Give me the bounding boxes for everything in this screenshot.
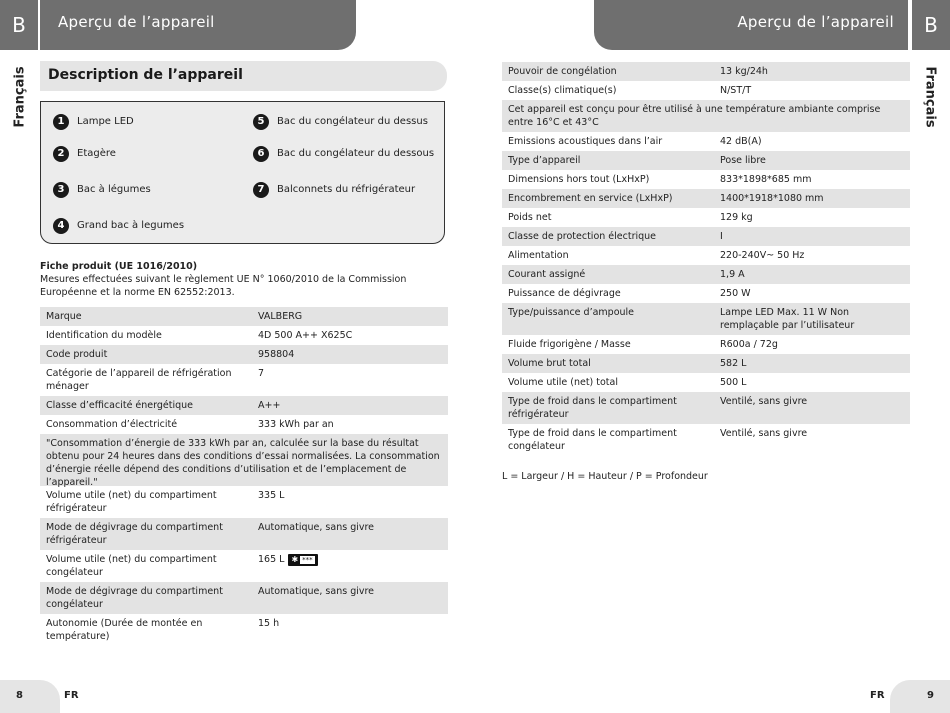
- spec-label: Type d’appareil: [508, 155, 581, 166]
- section-letter-tab: B: [0, 0, 38, 50]
- spec-value: 7: [258, 368, 265, 379]
- spec-label: Courant assigné: [508, 269, 586, 280]
- spec-value: 1400*1918*1080 mm: [720, 193, 824, 204]
- table-note: Cet appareil est conçu pour être utilisé à une température ambiante comprise entre 16°C et 43°C: [508, 104, 881, 128]
- header-title: Aperçu de l’appareil: [58, 13, 215, 31]
- table-row: [502, 303, 910, 335]
- section-title-bar: [40, 61, 447, 91]
- number-badge: 3: [53, 182, 69, 198]
- number-badge: 4: [53, 218, 69, 234]
- spec-value: 582 L: [720, 358, 747, 369]
- number-badge: 2: [53, 146, 69, 162]
- spec-label: Volume utile (net) du compartiment réfrigérateur: [46, 490, 217, 514]
- table-row: [40, 345, 448, 364]
- spec-label: Dimensions hors tout (LxHxP): [508, 174, 650, 185]
- spec-value: Pose libre: [720, 155, 766, 166]
- spec-label: Puissance de dégivrage: [508, 288, 621, 299]
- spec-label: Consommation d’électricité: [46, 419, 178, 430]
- page-number-right: 9: [890, 680, 950, 713]
- spec-label: Type de froid dans le compartiment réfrigérateur: [508, 396, 677, 420]
- number-badge: 5: [253, 114, 269, 130]
- spec-value: 42 dB(A): [720, 136, 762, 147]
- spec-label: Alimentation: [508, 250, 569, 261]
- spec-label: Catégorie de l’appareil de réfrigération ménager: [46, 368, 232, 392]
- table-row: [40, 550, 448, 582]
- spec-label: Volume utile (net) total: [508, 377, 618, 388]
- spec-value: 4D 500 A++ X625C: [258, 330, 353, 341]
- spec-value: 220-240V~ 50 Hz: [720, 250, 805, 261]
- table-row: [502, 189, 910, 208]
- fiche-title: Fiche produit (UE 1016/2010): [40, 261, 198, 272]
- spec-label: Type/puissance d’ampoule: [508, 307, 635, 318]
- spec-value: 958804: [258, 349, 295, 360]
- spec-label: Volume utile (net) du compartiment congélateur: [46, 554, 217, 578]
- table-row: [502, 132, 910, 151]
- spec-value: VALBERG: [258, 311, 303, 322]
- spec-label: Volume brut total: [508, 358, 591, 369]
- spec-value: Ventilé, sans givre: [720, 396, 808, 407]
- spec-value: 129 kg: [720, 212, 753, 223]
- spec-label: Identification du modèle: [46, 330, 162, 341]
- dimension-legend: L = Largeur / H = Hauteur / P = Profondeur: [502, 471, 708, 482]
- spec-value: 15 h: [258, 618, 280, 629]
- table-row: [502, 265, 910, 284]
- table-row: [40, 307, 448, 326]
- spec-label: Code produit: [46, 349, 108, 360]
- table-row: [40, 415, 448, 434]
- spec-value: 335 L: [258, 490, 285, 501]
- table-row: [502, 335, 910, 354]
- spec-value: Ventilé, sans givre: [720, 428, 808, 439]
- section-title: Description de l’appareil: [48, 67, 243, 83]
- components-box: 1 Lampe LED 2 Etagère 3 Bac à légumes 4 Grand bac à legumes 5 Bac du congélateur du dessus 6 Bac du congélateur du dessous 7 Balconnets du réfrigérateur: [40, 101, 445, 244]
- spec-label: Marque: [46, 311, 82, 322]
- table-row: [40, 518, 448, 550]
- number-badge: 7: [253, 182, 269, 198]
- spec-label: Autonomie (Durée de montée en température): [46, 618, 203, 642]
- side-language-label: Français: [922, 66, 938, 128]
- spec-value: 165 L ✱ ***: [258, 553, 443, 566]
- page-number-left: 8: [0, 680, 60, 713]
- spec-value: A++: [258, 400, 281, 411]
- spec-label: Classe(s) climatique(s): [508, 85, 617, 96]
- table-note: "Consommation d’énergie de 333 kWh par an, calculée sur la base du résultat obtenu pour 24 heures dans des conditions d’essai normalisées. La consommation d’énergie réelle dépend des conditions d’utilisation et de l’emplacement de l’appareil.": [46, 438, 440, 488]
- page-header-right: [594, 0, 908, 50]
- fiche-text: Mesures effectuées suivant le règlement UE N° 1060/2010 de la Commission Européenne et la norme EN 62552:2013.: [40, 274, 407, 298]
- table-row: [502, 246, 910, 265]
- table-row: [502, 227, 910, 246]
- number-badge: 1: [53, 114, 69, 130]
- footer-lang-right: FR: [870, 690, 885, 701]
- spec-value: Lampe LED Max. 11 W Non remplaçable par l’utilisateur: [720, 307, 855, 331]
- table-row: [502, 424, 910, 456]
- spec-value: 333 kWh par an: [258, 419, 334, 430]
- spec-value: 13 kg/24h: [720, 66, 768, 77]
- freezer-star-rating-icon: ✱ ***: [288, 554, 317, 566]
- section-letter-tab: B: [912, 0, 950, 50]
- table-row: [40, 486, 448, 518]
- spec-value: Automatique, sans givre: [258, 586, 375, 597]
- table-row: [40, 326, 448, 345]
- header-title: Aperçu de l’appareil: [737, 13, 894, 31]
- spec-value: R600a / 72g: [720, 339, 778, 350]
- table-row: [502, 170, 910, 189]
- page-header-left: [40, 0, 356, 50]
- table-row: [502, 284, 910, 303]
- number-badge: 6: [253, 146, 269, 162]
- spec-value: 833*1898*685 mm: [720, 174, 812, 185]
- spec-label: Mode de dégivrage du compartiment réfrigérateur: [46, 522, 223, 546]
- spec-table-right: [502, 62, 910, 456]
- spec-value: N/ST/T: [720, 85, 752, 96]
- table-row: [40, 434, 448, 486]
- spec-table-left: [40, 307, 448, 646]
- table-row: [40, 614, 448, 646]
- spec-value: 500 L: [720, 377, 747, 388]
- table-row: [40, 396, 448, 415]
- spec-label: Classe de protection électrique: [508, 231, 657, 242]
- spec-value: 250 W: [720, 288, 751, 299]
- table-row: [502, 392, 910, 424]
- table-row: [40, 582, 448, 614]
- spec-label: Emissions acoustiques dans l’air: [508, 136, 663, 147]
- table-row: [502, 81, 910, 100]
- table-row: [502, 208, 910, 227]
- spec-label: Type de froid dans le compartiment congélateur: [508, 428, 677, 452]
- spec-label: Classe d’efficacité énergétique: [46, 400, 194, 411]
- side-language-label: Français: [12, 66, 28, 128]
- spec-label: Poids net: [508, 212, 552, 223]
- footer-lang-left: FR: [64, 690, 79, 701]
- table-row: [502, 373, 910, 392]
- spec-label: Fluide frigorigène / Masse: [508, 339, 631, 350]
- table-row: [502, 354, 910, 373]
- spec-label: Pouvoir de congélation: [508, 66, 617, 77]
- spec-label: Mode de dégivrage du compartiment congélateur: [46, 586, 223, 610]
- spec-value: 1,9 A: [720, 269, 745, 280]
- spec-value: I: [720, 231, 723, 242]
- table-row: [502, 62, 910, 81]
- table-row: [40, 364, 448, 396]
- table-row: [502, 100, 910, 132]
- spec-label: Encombrement en service (LxHxP): [508, 193, 673, 204]
- table-row: [502, 151, 910, 170]
- spec-value: Automatique, sans givre: [258, 522, 375, 533]
